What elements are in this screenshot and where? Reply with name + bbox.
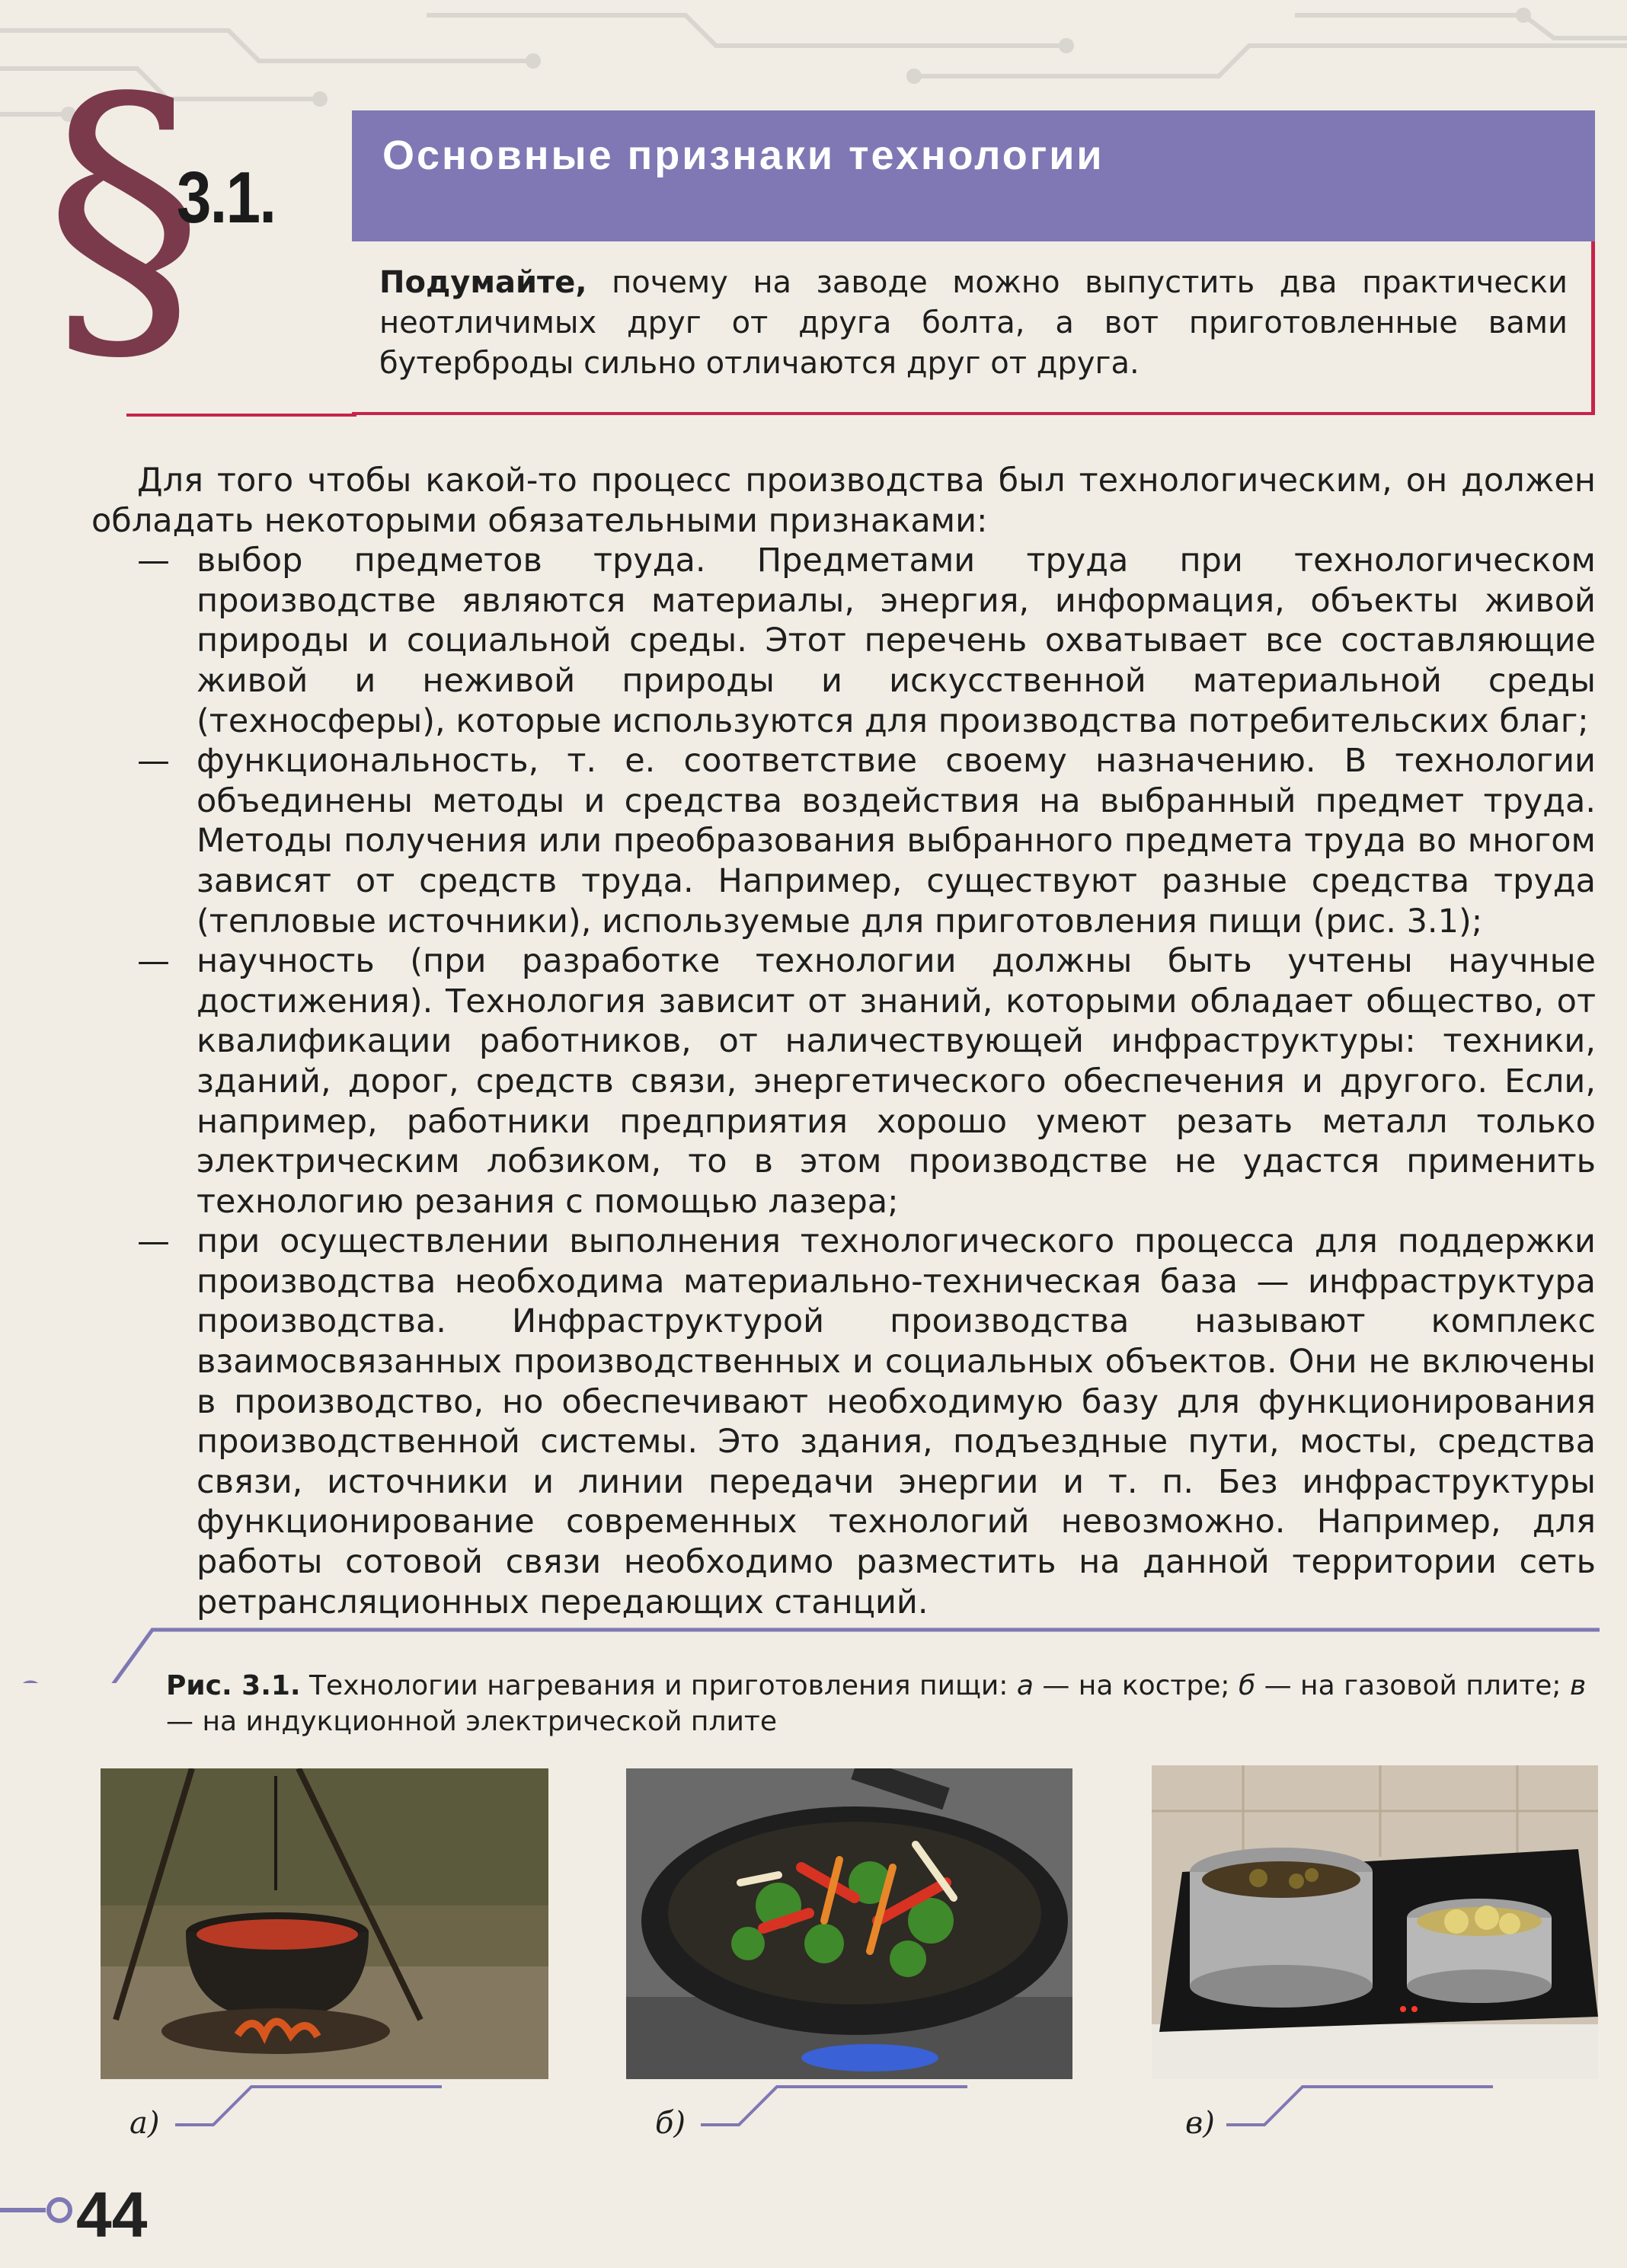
photo-label-b-line bbox=[693, 2083, 967, 2129]
section-number: 3.1. bbox=[177, 157, 276, 238]
caption-letter-b: б bbox=[1238, 1670, 1256, 1701]
think-lead: Подумайте, bbox=[379, 265, 587, 300]
main-text bbox=[91, 461, 1596, 1622]
caption-text-v: — на индукционной электрической плите bbox=[166, 1706, 777, 1737]
list-item bbox=[91, 1222, 1596, 1622]
caption-text-a: — на костре; bbox=[1033, 1670, 1239, 1701]
list-item-text: научность (при разработке технологии должны быть учтены научные достижения). Технология зависит от знаний, которыми обладает общество, от квалификации работников, от наличествующей инфраструктуры: техники, зданий, дорог, средств связи, энергетического обеспечения и другого. Если, например, работники предприятия хорошо умеют резать металл только электрическим лобзиком, то в этом производстве не удастся применить технологию резания с помощью лазера; bbox=[197, 942, 1596, 1221]
think-question bbox=[379, 263, 1568, 384]
photo-label-v: в) bbox=[1185, 2106, 1215, 2141]
intro-paragraph: Для того чтобы какой-то процесс производства был технологическим, он должен обладать некоторыми обязательными признаками: bbox=[91, 462, 1596, 540]
photo-label-a: а) bbox=[129, 2106, 160, 2141]
photo-gas-stove bbox=[626, 1768, 1072, 2079]
list-dash: — bbox=[137, 1222, 170, 1261]
page-number-marker bbox=[0, 2187, 84, 2233]
photo-label-b: б) bbox=[655, 2106, 686, 2141]
section-sign-icon: § bbox=[44, 30, 204, 403]
section-title-band bbox=[352, 110, 1595, 241]
page-number: 44 bbox=[76, 2179, 148, 2250]
think-text: почему на заводе можно выпустить два практически неотличимых друг от друга болта, а вот приготовленные вами бутерброды сильно отличаются друг от друга. bbox=[379, 265, 1568, 381]
photo-induction-stove bbox=[1152, 1765, 1598, 2079]
list-item-text: функциональность, т. е. соответствие своему назначению. В технологии объединены методы и средства воздействия на выбранный предмет труда. Методы получения или преобразования выбранного предмета труда во многом зависят от средств труда. Например, существуют разные средства труда (тепловые источники), используемые для приготовления пищи (рис. 3.1); bbox=[197, 742, 1596, 941]
list-dash: — bbox=[137, 742, 170, 781]
list-item bbox=[91, 541, 1596, 741]
caption-text-b: — на газовой плите; bbox=[1255, 1670, 1570, 1701]
figure-label: Рис. 3.1. bbox=[166, 1670, 301, 1701]
list-item bbox=[91, 941, 1596, 1222]
caption-letter-v: в bbox=[1569, 1670, 1587, 1701]
list-item bbox=[91, 741, 1596, 941]
list-item-text: при осуществлении выполнения технологического процесса для поддержки производства необходима материально-техническая база — инфраструктура производства. Инфраструктурой производства называют комплекс взаимосвязанных производственных и социальных объектов. Они не включены в производство, но обеспечивают необходимую базу для функционирования производственной системы. Это здания, подъездные пути, мосты, средства связи, источники и линии передачи энергии и т. п. Без инфраструктуры функционирование современных технологий невозможно. Например, для работы сотовой связи необходимо разместить на данной территории сеть ретрансляционных передающих станций. bbox=[197, 1222, 1596, 1621]
photo-label-v-line bbox=[1219, 2083, 1493, 2129]
caption-text: Технологии нагревания и приготовления пищи: bbox=[300, 1670, 1017, 1701]
think-box-underline bbox=[126, 414, 356, 417]
caption-letter-a: а bbox=[1016, 1670, 1034, 1701]
list-dash: — bbox=[137, 942, 170, 981]
list-dash: — bbox=[137, 541, 170, 580]
section-title: Основные признаки технологии bbox=[382, 133, 1104, 178]
photo-label-a-line bbox=[168, 2083, 442, 2129]
figure-caption bbox=[166, 1668, 1598, 1739]
list-item-text: выбор предметов труда. Предметами труда при технологическом производстве являются материалы, энергия, информация, объекты живой природы и социальной среды. Этот перечень охватывает все составляющие живой и неживой природы и искусственной материальной среды (техносферы), которые используются для производства потребительских благ; bbox=[197, 541, 1596, 740]
photo-campfire bbox=[101, 1768, 548, 2079]
